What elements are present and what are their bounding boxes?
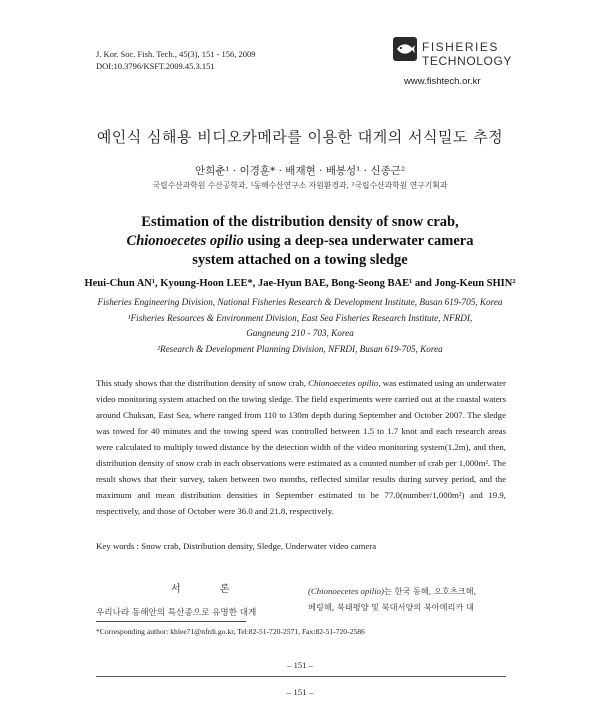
intro-right-column bbox=[308, 583, 508, 615]
footnote-divider bbox=[96, 621, 246, 622]
abstract-text-1: This study shows that the distribution density of snow crab, bbox=[96, 378, 309, 388]
english-title-line1: Estimation of the distribution density of snow crab, bbox=[141, 214, 459, 230]
affiliation-line: Gangneung 210 - 703, Korea bbox=[246, 328, 354, 338]
corresponding-author-footnote: *Corresponding author: khlee71@nfrdi.go.kr, Tel:82-51-720-2571, Fax:82-51-720-2586 bbox=[96, 627, 365, 636]
intro-right-line1 bbox=[308, 583, 508, 599]
section-heading-introduction: 서 론 bbox=[171, 584, 248, 595]
keywords: Key words : Snow crab, Distribution density, Sledge, Underwater video camera bbox=[96, 541, 377, 551]
korean-authors: 안희춘¹ · 이경훈* · 배재현 · 배봉성¹ · 신종근² bbox=[194, 165, 406, 177]
page-bottom-divider bbox=[96, 676, 506, 677]
page-number-bottom: – 151 – bbox=[286, 687, 314, 697]
affiliations bbox=[0, 295, 600, 357]
page-number: – 151 – bbox=[287, 660, 313, 670]
intro-right-line2: 베링해, 북태평양 및 북대서양의 북아메리카 대 bbox=[308, 602, 474, 612]
korean-title: 예인식 심해용 비디오카메라를 이용한 대게의 서식밀도 추정 bbox=[96, 128, 504, 146]
abstract-species: Chionoecetes opilio bbox=[308, 378, 379, 388]
affiliation-line: Fisheries Engineering Division, National Fisheries Research & Development Institute, Busan 619-705, Korea bbox=[97, 297, 503, 307]
fish-logo-icon bbox=[392, 36, 418, 62]
logo-line2: TECHNOLOGY bbox=[422, 54, 513, 68]
abstract-text-2: , was estimated using an underwater video monitoring system attached on the towing sledge. The field experiments were carried out at the coastal waters around Chuksan, East Sea, where ranged from 110 to 130m depth during September and October 2007. The sledge was towed for 40 minutes and the towing speed was controlled between 1.5 to 1.7 knot and each research areas were calculated to multiply towed distance by the detection width of the video monitoring system(1.2m), and then, distribution density of snow crab in each observations were estimated as a counted number of crab per 1,000m². The result shows that their survey, taken between two months, reflected similar results during survey period, and the maximum and mean distribution densities in September estimated to be 77.0(number/1,000m²) and 19.9, respectively, and those of October were 36.0 and 21.8, respectively. bbox=[96, 378, 506, 516]
intro-left-column-line: 우리나라 동해안의 특산종으로 유명한 대게 bbox=[96, 608, 257, 618]
logo-line1: FISHERIES bbox=[422, 40, 499, 54]
english-title-line3: system attached on a towing sledge bbox=[192, 252, 408, 268]
doi: DOI:10.3796/KSFT.2009.45.3.151 bbox=[96, 61, 215, 71]
english-title-line2 bbox=[0, 232, 600, 251]
journal-citation: J. Kor. Soc. Fish. Tech., 45(3), 151 - 156, 2009 bbox=[96, 49, 256, 59]
affiliation-line: ²Research & Development Planning Division, NFRDI, Busan 619-705, Korea bbox=[157, 343, 443, 354]
korean-affiliation: 국립수산과학원 수산공학과, ¹동해수산연구소 자원환경과, ²국립수산과학원 연구기획과 bbox=[152, 181, 448, 190]
intro-species: (Chionoecetes opilio) bbox=[308, 586, 384, 596]
english-authors: Heui-Chun AN¹, Kyoung-Hoon LEE*, Jae-Hyun BAE, Bong-Seong BAE¹ and Jong-Keun SHIN² bbox=[84, 278, 516, 289]
english-title bbox=[0, 213, 600, 270]
journal-logo bbox=[392, 34, 513, 98]
english-title-line2-rest: using a deep-sea underwater camera bbox=[243, 233, 474, 249]
abstract bbox=[96, 375, 506, 519]
journal-header bbox=[96, 48, 256, 72]
species-name: Chionoecetes opilio bbox=[126, 233, 244, 249]
intro-right-line1-ko: 는 한국 동해, 오호츠크해, bbox=[383, 586, 477, 596]
affiliation-line: ¹Fisheries Resources & Environment Division, East Sea Fisheries Research Institute, NFRDI, bbox=[127, 312, 473, 323]
journal-url[interactable]: www.fishtech.or.kr bbox=[404, 76, 481, 87]
